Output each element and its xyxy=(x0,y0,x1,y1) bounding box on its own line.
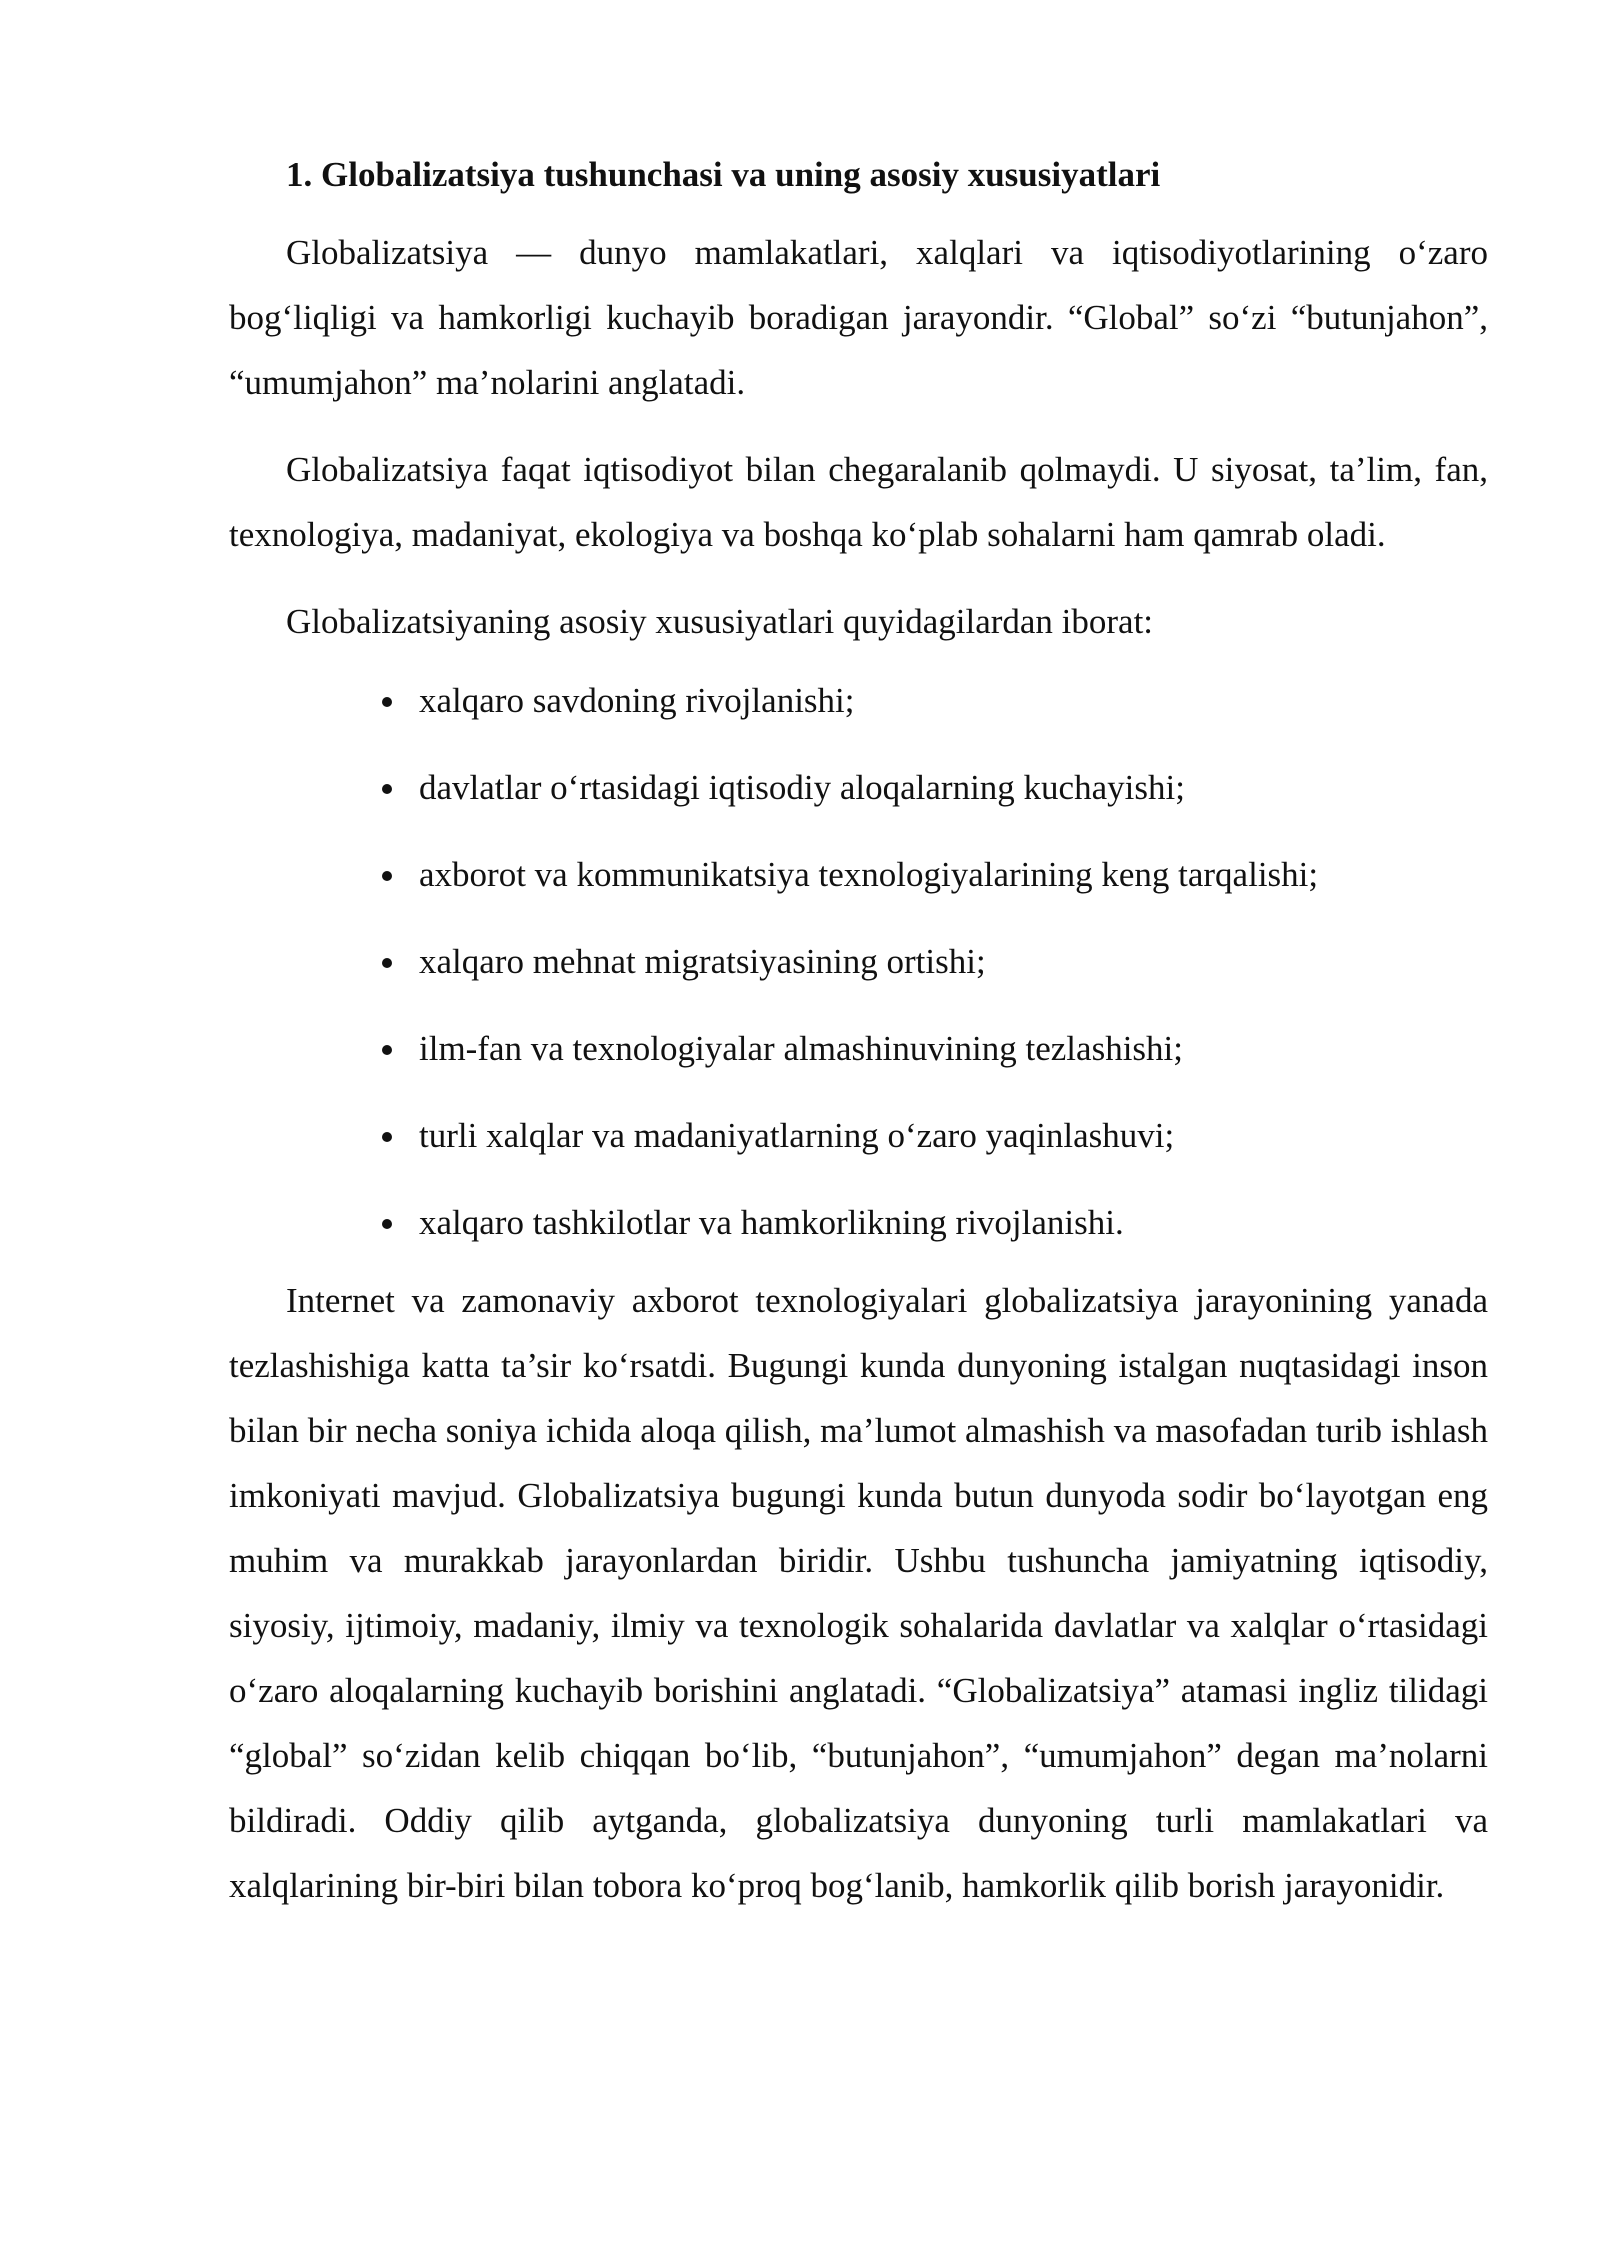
list-item xyxy=(229,937,1488,987)
list-item xyxy=(229,676,1488,726)
list-item xyxy=(229,1111,1488,1161)
section-heading: 1. Globalizatsiya tushunchasi va uning asosiy xususiyatlari xyxy=(286,155,1161,194)
bullet-icon xyxy=(382,1132,392,1142)
list-item-text: turli xalqlar va madaniyatlarning o‘zaro yaqinlashuvi; xyxy=(419,1116,1175,1155)
paragraph-list-intro: Globalizatsiyaning asosiy xususiyatlari quyidagilardan iborat: xyxy=(286,602,1154,641)
paragraph-scope: Globalizatsiya faqat iqtisodiyot bilan chegaralanib qolmaydi. U siyosat, ta’lim, fan, texnologiya, madaniyat, ekologiya va boshqa ko‘plab sohalarni ham qamrab oladi. xyxy=(229,450,1488,554)
paragraph-closing: Internet va zamonaviy axborot texnologiyalari globalizatsiya jarayonining yanada tezlashishiga katta ta’sir ko‘rsatdi. Bugungi kunda dunyoning istalgan nuqtasidagi inson bilan bir necha soniya ichida aloqa qilish, ma’lumot almashish va masofadan turib ishlash imkoniyati mavjud. Globalizatsiya bugungi kunda butun dunyoda sodir bo‘layotgan eng muhim va murakkab jarayonlardan biridir. Ushbu tushuncha jamiyatning iqtisodiy, siyosiy, ijtimoiy, madaniy, ilmiy va texnologik sohalarida davlatlar va xalqlar o‘rtasidagi o‘zaro aloqalarning kuchayib borishini anglatadi. “Globalizatsiya” atamasi ingliz tilidagi “global” so‘zidan kelib chiqqan bo‘lib, “butunjahon”, “umumjahon” degan ma’nolarni bildiradi. Oddiy qilib aytganda, globalizatsiya dunyoning turli mamlakatlari va xalqlarining bir-biri bilan tobora ko‘proq bog‘lanib, hamkorlik qilib borish jarayonidir. xyxy=(229,1281,1488,1905)
list-item xyxy=(229,1198,1488,1248)
bullet-icon xyxy=(382,784,392,794)
list-item-text: ilm-fan va texnologiyalar almashinuvining tezlashishi; xyxy=(419,1029,1183,1068)
paragraph-definition: Globalizatsiya — dunyo mamlakatlari, xalqlari va iqtisodiyotlarining o‘zaro bog‘liqligi va hamkorligi kuchayib boradigan jarayondir. “Global” so‘zi “butunjahon”, “umumjahon” ma’nolarini anglatadi. xyxy=(229,233,1488,402)
list-item-text: xalqaro mehnat migratsiyasining ortishi; xyxy=(419,942,986,981)
bullet-icon xyxy=(382,697,392,707)
list-item xyxy=(229,763,1488,813)
bullet-icon xyxy=(382,1219,392,1229)
features-list xyxy=(229,676,1488,1248)
list-item-text: xalqaro tashkilotlar va hamkorlikning rivojlanishi. xyxy=(419,1203,1124,1242)
bullet-icon xyxy=(382,871,392,881)
list-item xyxy=(229,850,1488,900)
document-page xyxy=(229,150,1488,1940)
bullet-icon xyxy=(382,958,392,968)
list-item xyxy=(229,1024,1488,1074)
list-item-text: axborot va kommunikatsiya texnologiyalarining keng tarqalishi; xyxy=(419,855,1319,894)
list-item-text: davlatlar o‘rtasidagi iqtisodiy aloqalarning kuchayishi; xyxy=(419,768,1185,807)
bullet-icon xyxy=(382,1045,392,1055)
list-item-text: xalqaro savdoning rivojlanishi; xyxy=(419,681,855,720)
